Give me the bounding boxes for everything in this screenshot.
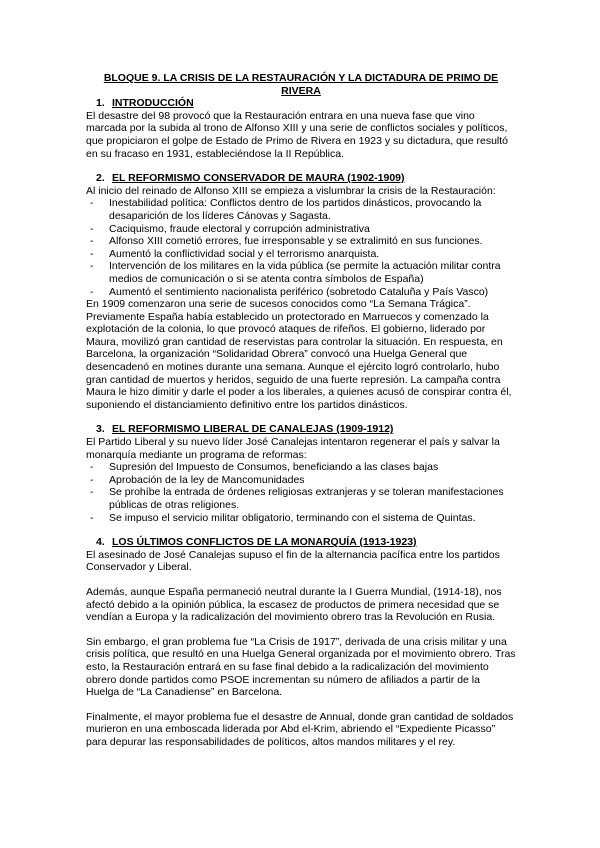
bullet-list <box>86 461 516 524</box>
list-item: - Alfonso XIII cometió errores, fue irresponsable y se extralimitó en sus funciones. <box>90 235 483 248</box>
section-paragraph: Finalmente, el mayor problema fue el desastre de Annual, donde gran cantidad de soldados murieron en una emboscada liderada por Abd el-Krim, abriendo el “Expediente Picasso” para depurar las responsabilidades de políticos, altos mandos militares y el rey. <box>86 710 514 748</box>
section-title: EL REFORMISMO LIBERAL DE CANALEJAS (1909-1912) <box>112 423 394 436</box>
section-heading <box>96 536 516 549</box>
document-page <box>86 72 516 749</box>
section-paragraph: El desastre del 98 provocó que la Restauración entrara en una nueva fase que vino marcada por la subida al trono de Alfonso XIII y una serie de conflictos sociales y políticos, que propiciaron el golpe de Estado de Primo de Rivera en 1923 y su dictadura, que resultó en su fracaso en 1931, estableciéndose la II República. <box>86 109 509 160</box>
section-title: INTRODUCCIÓN <box>112 97 194 110</box>
section-paragraph: En 1909 comenzaron una serie de sucesos conocidos como “La Semana Trágica”. Previamente España había establecido un protectorado en Marruecos y comenzado la explotación de la colonia, lo que provocó ataques de rifeños. El gobierno, liderado por Maura, movilizó gran cantidad de reservistas para controlar la situación. En respuesta, en Barcelona, la organización “Solidaridad Obrera” convocó una Huelga General que desencadenó en motines durante una semana. Aunque el ejército logró controlarlo, hubo gran cantidad de muertos y heridos, seguido de una fuerte represión. La campaña contra Maura le hizo dimitir y darle el poder a los liberales, a quienes acusó de conspirar contra él, suponiendo el distanciamiento definitivo entre los partidos dinásticos. <box>86 298 512 411</box>
section-heading <box>96 97 516 110</box>
section-paragraph: Sin embargo, el gran problema fue “La Crisis de 1917”, derivada de una crisis militar y una crisis política, que resultó en una Huelga General organizada por el movimiento obrero. Tras esto, la Restauración entrará en su fase final debido a la radicalización del movimiento obrero donde partidos como PSOE incrementan su número de afiliados a partir de la Huelga de “La Canadiense” en Barcelona. <box>86 635 516 699</box>
section-number: 1. <box>96 97 105 110</box>
document-title: BLOQUE 9. LA CRISIS DE LA RESTAURACIÓN Y LA DICTADURA DE PRIMO DE RIVERA <box>103 72 499 97</box>
list-item: - Inestabilidad política: Conflictos dentro de los partidos dinásticos, provocando la desaparición de los líderes Cánovas y Sagasta. <box>90 197 482 222</box>
section-heading <box>96 423 516 436</box>
section-number: 4. <box>96 536 105 549</box>
list-item: - Supresión del Impuesto de Consumos, beneficiando a las clases bajas <box>90 461 439 474</box>
list-item: - Aumentó la conflictividad social y el terrorismo anarquista. <box>90 247 380 260</box>
section-paragraph: El Partido Liberal y su nuevo líder José Canalejas intentaron regenerar el país y salvar la monarquía mediante un programa de reformas: <box>86 436 500 461</box>
list-item: - Se prohíbe la entrada de órdenes religiosas extranjeras y se toleran manifestaciones públicas de otras religiones. <box>90 486 504 511</box>
section-number: 2. <box>96 172 105 185</box>
bullet-list <box>86 197 516 298</box>
section-paragraph: Al inicio del reinado de Alfonso XIII se empieza a vislumbrar la crisis de la Restauración: <box>86 184 496 197</box>
section-paragraph: Además, aunque España permaneció neutral durante la I Guerra Mundial, (1914-18), nos afectó debido a la opinión pública, la escasez de productos de primera necesidad que se vendían a Europa y la radicalización del movimiento obrero tras la Revolución en Rusia. <box>86 585 502 624</box>
section-paragraph: El asesinado de José Canalejas supuso el fin de la alternancia pacífica entre los partidos Conservador y Liberal. <box>86 548 500 574</box>
section-heading <box>96 172 516 185</box>
section-ultimos-conflictos <box>86 536 516 748</box>
list-item: - Aprobación de la ley de Mancomunidades <box>90 473 305 486</box>
section-reformismo-liberal <box>86 423 516 524</box>
section-title: EL REFORMISMO CONSERVADOR DE MAURA (1902-1909) <box>112 172 405 185</box>
section-introduccion <box>86 97 516 160</box>
section-reformismo-conservador <box>86 172 516 411</box>
section-title: LOS ÚLTIMOS CONFLICTOS DE LA MONARQUÍA (1913-1923) <box>112 536 417 549</box>
section-number: 3. <box>96 423 105 436</box>
list-item: - Aumentó el sentimiento nacionalista periférico (sobretodo Cataluña y País Vasco) <box>90 285 489 298</box>
list-item: - Se impuso el servicio militar obligatorio, terminando con el sistema de Quintas. <box>90 511 476 524</box>
list-item: - Caciquismo, fraude electoral y corrupción administrativa <box>90 222 370 235</box>
list-item: - Intervención de los militares en la vida pública (se permite la actuación militar contra medios de comunicación o si se atenta contra símbolos de España) <box>90 260 501 285</box>
